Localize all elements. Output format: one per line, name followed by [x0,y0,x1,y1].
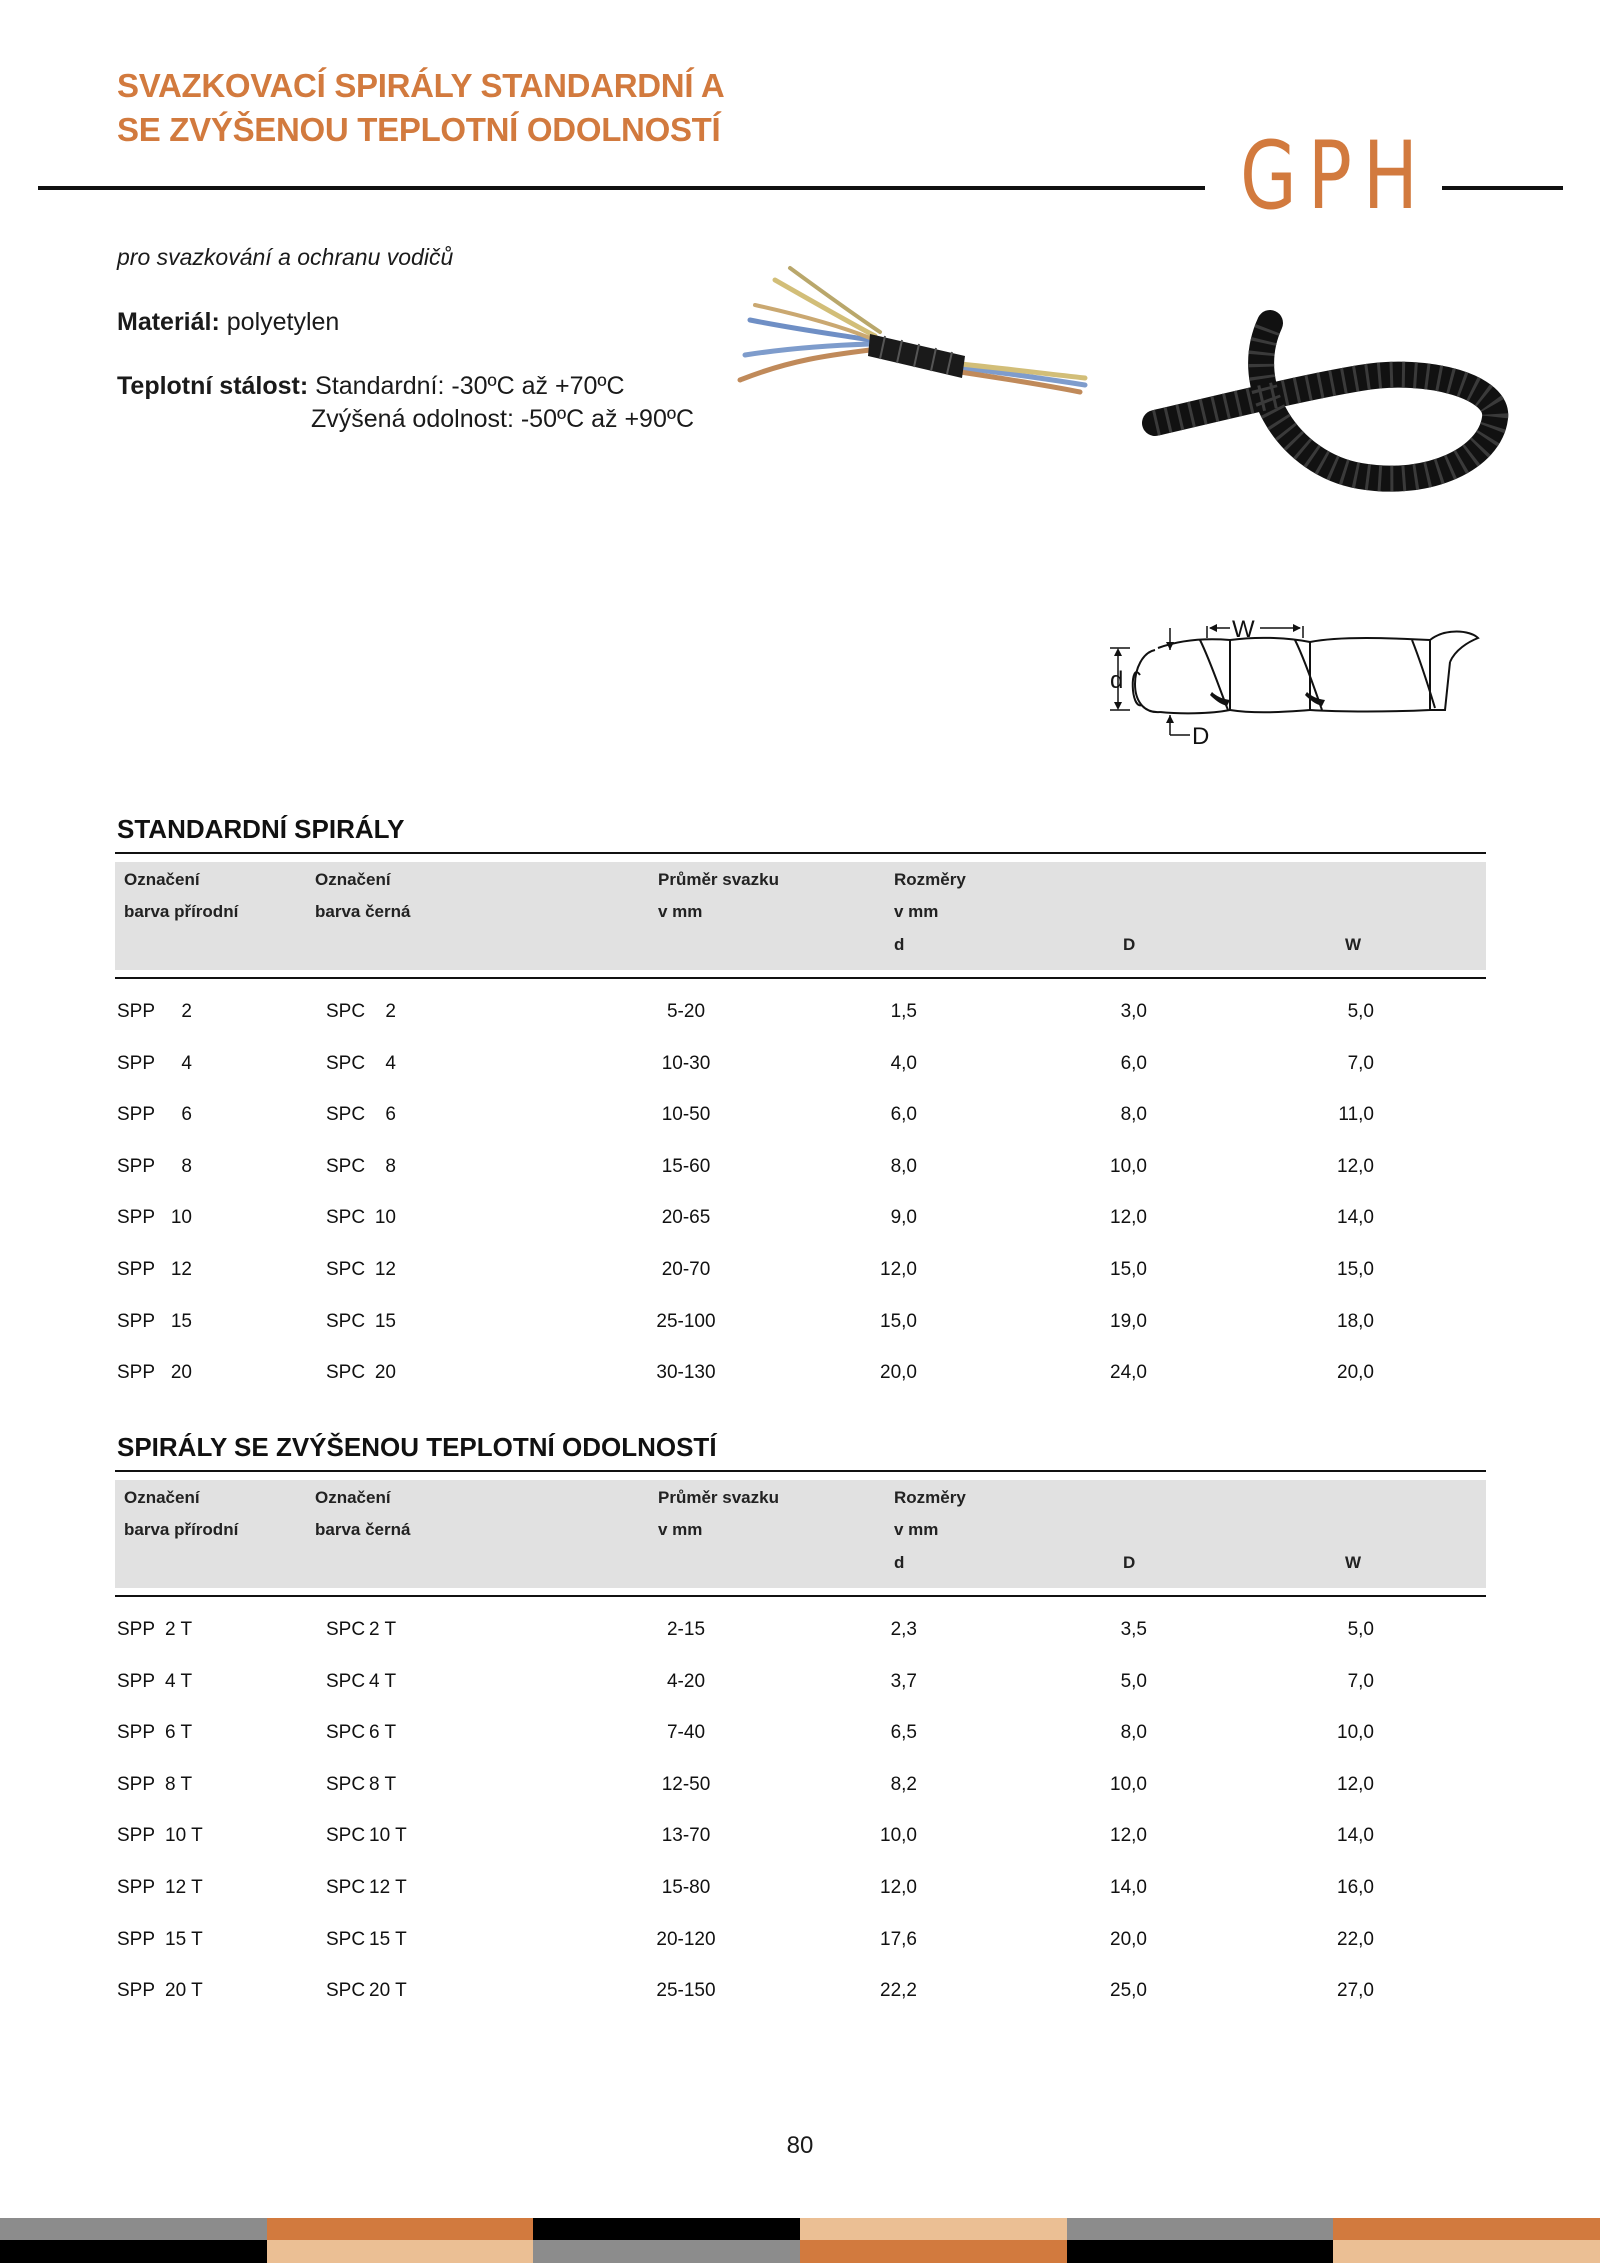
black-size: 8 T [369,1774,397,1795]
natural-prefix: SPP [117,1929,156,1950]
table-header [115,1480,1486,1588]
dimension-big-d: 3,0 [1120,1001,1147,1022]
black-size: 6 [385,1104,396,1125]
header-bundle-diameter-line1: Průměr svazku [658,1488,779,1507]
header-sub-w: W [1345,1553,1362,1572]
natural-size: 2 [181,1001,192,1022]
black-size: 15 [374,1311,396,1332]
footer-bar-segment [267,2218,534,2240]
header-black-line2: barva černá [315,902,411,921]
dimension-d: 2,3 [890,1619,917,1640]
dimension-d: 10,0 [880,1825,917,1846]
header-sub-w: W [1345,935,1362,954]
natural-size: 6 [181,1104,192,1125]
dimension-w: 12,0 [1337,1774,1374,1795]
natural-size: 2 T [165,1619,193,1640]
header-black-line2: barva černá [315,1520,411,1539]
dimension-big-d: 20,0 [1110,1929,1147,1950]
dimension-w: 20,0 [1337,1362,1374,1383]
table-rule-header-bottom [115,1595,1486,1597]
bundle-diameter: 20-65 [661,1207,711,1228]
black-prefix: SPC [326,1207,366,1228]
natural-prefix: SPP [117,1722,156,1743]
black-prefix: SPC [326,1825,366,1846]
dimension-big-d: 12,0 [1110,1825,1147,1846]
black-size: 12 T [369,1877,407,1898]
header-dimensions-line2: v mm [894,1520,939,1539]
natural-size: 10 [170,1207,192,1228]
dimension-d: 15,0 [880,1311,917,1332]
natural-size: 20 T [165,1980,203,2001]
dimension-big-d: 8,0 [1120,1104,1147,1125]
table-rule-top [115,1470,1486,1472]
dimension-w: 14,0 [1337,1825,1374,1846]
product-tagline: pro svazkování a ochranu vodičů [117,244,454,270]
dimension-w: 5,0 [1347,1619,1374,1640]
dimension-big-d: 15,0 [1110,1259,1147,1280]
dimension-big-d: 8,0 [1120,1722,1147,1743]
black-size: 6 T [369,1722,397,1743]
dimension-d: 4,0 [890,1053,917,1074]
page-number: 80 [786,2132,814,2159]
dimension-d: 12,0 [880,1877,917,1898]
footer-bar-segment [1333,2218,1600,2240]
natural-size: 20 [170,1362,192,1383]
dimension-w: 7,0 [1347,1671,1374,1692]
dimension-w: 14,0 [1337,1207,1374,1228]
dimension-d: 6,0 [890,1104,917,1125]
brand-logo: GPH [1240,122,1429,231]
black-size: 2 T [369,1619,397,1640]
material-value: polyetylen [226,308,340,336]
black-size: 20 [374,1362,396,1383]
dimension-d: 8,2 [890,1774,917,1795]
dimension-w: 11,0 [1338,1104,1374,1125]
black-size: 8 [385,1156,396,1177]
black-prefix: SPC [326,1053,366,1074]
black-prefix: SPC [326,1362,366,1383]
header-dimensions-line2: v mm [894,902,939,921]
table-header [115,862,1486,970]
dimension-w: 16,0 [1337,1877,1374,1898]
dimension-d: 20,0 [880,1362,917,1383]
black-prefix: SPC [326,1980,366,2001]
footer-bar-segment [533,2240,800,2263]
footer-bar-segment [800,2218,1067,2240]
material-label: Materiál: [117,308,220,336]
temperature-label: Teplotní stálost: [117,372,309,400]
natural-size: 8 T [165,1774,193,1795]
footer-bar-segment [800,2240,1067,2263]
bundle-diameter: 4-20 [666,1671,706,1692]
dimension-w: 18,0 [1337,1311,1374,1332]
material-line [117,308,339,337]
black-size: 12 [374,1259,396,1280]
title-line-1: SVAZKOVACÍ SPIRÁLY STANDARDNÍ A [117,67,725,104]
dimension-big-d: 3,5 [1120,1619,1147,1640]
natural-prefix: SPP [117,1053,156,1074]
header-black-line1: Označení [315,1488,391,1507]
black-prefix: SPC [326,1619,366,1640]
dimension-big-d: 12,0 [1110,1207,1147,1228]
black-prefix: SPC [326,1001,366,1022]
dimension-w: 22,0 [1337,1929,1374,1950]
header-rule-left [38,186,1205,190]
black-prefix: SPC [326,1259,366,1280]
header-rule-right [1442,186,1563,190]
diagram-label-d: d [1110,667,1124,694]
spiral-dimension-diagram [1100,600,1490,760]
header-black-line1: Označení [315,870,391,889]
dimension-d: 3,7 [890,1671,917,1692]
natural-size: 4 T [165,1671,193,1692]
dimension-d: 6,5 [890,1722,917,1743]
bundle-diameter: 15-80 [661,1877,711,1898]
black-prefix: SPC [326,1311,366,1332]
black-prefix: SPC [326,1877,366,1898]
black-size: 10 [374,1207,396,1228]
header-sub-d: d [894,1553,905,1572]
natural-prefix: SPP [117,1001,156,1022]
header-natural-line1: Označení [124,870,200,889]
dimension-big-d: 19,0 [1110,1311,1147,1332]
dimension-big-d: 6,0 [1120,1053,1147,1074]
bundle-diameter: 20-120 [656,1929,716,1950]
natural-prefix: SPP [117,1156,156,1177]
header-natural-line1: Označení [124,1488,200,1507]
dimension-big-d: 5,0 [1120,1671,1147,1692]
header-sub-big-d: D [1123,935,1136,954]
natural-prefix: SPP [117,1311,156,1332]
bundle-diameter: 20-70 [661,1259,711,1280]
dimension-w: 15,0 [1337,1259,1374,1280]
natural-size: 6 T [165,1722,193,1743]
black-prefix: SPC [326,1774,366,1795]
bundle-diameter: 10-50 [661,1104,711,1125]
dimension-d: 12,0 [880,1259,917,1280]
bundle-diameter: 7-40 [666,1722,706,1743]
dimension-w: 12,0 [1337,1156,1374,1177]
natural-size: 15 [170,1311,192,1332]
black-size: 15 T [369,1929,407,1950]
dimension-w: 27,0 [1337,1980,1374,2001]
natural-prefix: SPP [117,1104,156,1125]
footer-bar-segment [1333,2240,1600,2263]
natural-prefix: SPP [117,1671,156,1692]
header-natural-line2: barva přírodní [124,1520,239,1539]
natural-prefix: SPP [117,1207,156,1228]
bundle-diameter: 10-30 [661,1053,711,1074]
dimension-big-d: 24,0 [1110,1362,1147,1383]
black-size: 4 [385,1053,396,1074]
natural-prefix: SPP [117,1980,156,2001]
dimension-w: 7,0 [1347,1053,1374,1074]
footer-bar-segment [0,2218,267,2240]
header-bundle-diameter-line2: v mm [658,902,703,921]
dimension-d: 17,6 [880,1929,917,1950]
temperature-standard: Standardní: -30ºC až +70ºC [315,372,625,400]
header-bundle-diameter-line2: v mm [658,1520,703,1539]
natural-size: 10 T [165,1825,203,1846]
footer-bar-segment [267,2240,534,2263]
dimension-big-d: 10,0 [1110,1156,1147,1177]
header-dimensions-line1: Rozměry [894,870,966,889]
natural-prefix: SPP [117,1362,156,1383]
black-prefix: SPC [326,1104,366,1125]
natural-prefix: SPP [117,1825,156,1846]
bundle-diameter: 2-15 [666,1619,706,1640]
standard-spirals-title: STANDARDNÍ SPIRÁLY [117,814,405,844]
temperature-line [117,372,625,401]
bundle-diameter: 25-150 [656,1980,716,2001]
natural-prefix: SPP [117,1877,156,1898]
bundle-diameter: 30-130 [656,1362,716,1383]
natural-size: 15 T [165,1929,203,1950]
dimension-big-d: 25,0 [1110,1980,1147,2001]
bundle-diameter: 13-70 [661,1825,711,1846]
bundle-diameter: 15-60 [661,1156,711,1177]
dimension-d: 22,2 [880,1980,917,2001]
footer-bar-segment [0,2240,267,2263]
dimension-big-d: 10,0 [1110,1774,1147,1795]
header-sub-d: d [894,935,905,954]
bundle-diameter: 25-100 [656,1311,716,1332]
black-prefix: SPC [326,1722,366,1743]
footer-bar-segment [1067,2218,1334,2240]
dimension-d: 9,0 [890,1207,917,1228]
black-size: 4 T [369,1671,397,1692]
black-size: 20 T [369,1980,407,2001]
high-temp-spirals-title: SPIRÁLY SE ZVÝŠENOU TEPLOTNÍ ODOLNOSTÍ [117,1432,717,1462]
table-rule-top [115,852,1486,854]
page-title [117,64,724,152]
black-prefix: SPC [326,1929,366,1950]
black-prefix: SPC [326,1671,366,1692]
header-natural-line2: barva přírodní [124,902,239,921]
footer-bar-segment [1067,2240,1334,2263]
wire-bundle-photo [730,260,1092,410]
header-sub-big-d: D [1123,1553,1136,1572]
bundle-diameter: 5-20 [666,1001,706,1022]
natural-prefix: SPP [117,1619,156,1640]
dimension-d: 1,5 [890,1001,917,1022]
black-prefix: SPC [326,1156,366,1177]
table-rule-header-bottom [115,977,1486,979]
natural-size: 8 [181,1156,192,1177]
footer-bar-segment [533,2218,800,2240]
dimension-w: 5,0 [1347,1001,1374,1022]
dimension-d: 8,0 [890,1156,917,1177]
header-dimensions-line1: Rozměry [894,1488,966,1507]
spiral-loop-photo [1130,308,1510,498]
black-size: 2 [385,1001,396,1022]
title-line-2: SE ZVÝŠENOU TEPLOTNÍ ODOLNOSTÍ [117,111,721,148]
bundle-diameter: 12-50 [661,1774,711,1795]
header-bundle-diameter-line1: Průměr svazku [658,870,779,889]
dimension-big-d: 14,0 [1110,1877,1147,1898]
natural-size: 12 T [165,1877,203,1898]
temperature-high-resistance: Zvýšená odolnost: -50ºC až +90ºC [311,405,695,433]
diagram-label-big-d: D [1192,723,1210,750]
natural-size: 12 [170,1259,192,1280]
diagram-label-w: W [1232,616,1255,643]
natural-prefix: SPP [117,1259,156,1280]
natural-size: 4 [181,1053,192,1074]
black-size: 10 T [369,1825,407,1846]
natural-prefix: SPP [117,1774,156,1795]
dimension-w: 10,0 [1337,1722,1374,1743]
